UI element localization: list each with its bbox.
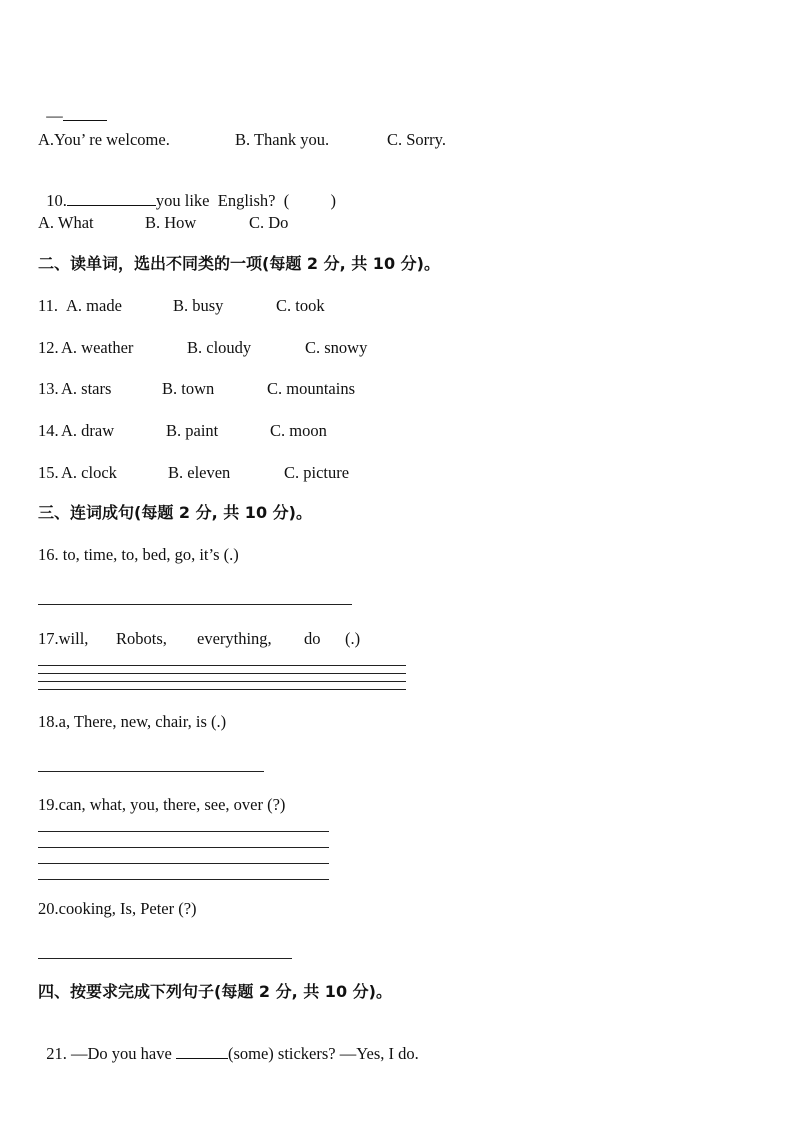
- q14-number: 14.: [38, 421, 59, 440]
- q14-option-b[interactable]: B. paint: [166, 421, 219, 440]
- q10-question: [38, 171, 336, 211]
- q17-word-4: do: [304, 629, 321, 648]
- q17-word-2: Robots,: [116, 629, 167, 648]
- q13-option-a[interactable]: A. stars: [61, 379, 112, 398]
- section3-heading: 三、连词成句(每题 2 分, 共 10 分)。: [38, 503, 312, 522]
- section2-heading: 二、读单词，选出不同类的一项(每题 2 分, 共 10 分)。: [38, 254, 440, 273]
- q17-word-1: 17.will,: [38, 629, 89, 648]
- q19-prompt: 19.can, what, you, there, see, over (?): [38, 795, 286, 814]
- q17-word-3: everything,: [197, 629, 272, 648]
- q17-word-5: (.): [345, 629, 361, 648]
- q12-option-a[interactable]: A. weather: [61, 338, 134, 357]
- q17-answer-line[interactable]: [38, 665, 406, 666]
- q13-number: 13.: [38, 379, 59, 398]
- q15-option-a[interactable]: A. clock: [61, 463, 117, 482]
- q11-option-a[interactable]: A. made: [66, 296, 122, 315]
- q10-number: 10.: [46, 191, 67, 210]
- q12-option-c[interactable]: C. snowy: [305, 338, 368, 357]
- q12-option-b[interactable]: B. cloudy: [187, 338, 252, 357]
- q15-number: 15.: [38, 463, 59, 482]
- q15-option-b[interactable]: B. eleven: [168, 463, 231, 482]
- q9-option-b[interactable]: B. Thank you.: [235, 130, 330, 149]
- q11-option-b[interactable]: B. busy: [173, 296, 224, 315]
- q10-answer-blank[interactable]: [67, 191, 156, 206]
- q15-option-c[interactable]: C. picture: [284, 463, 350, 482]
- q19-answer-line[interactable]: [38, 847, 329, 848]
- q18-answer-line[interactable]: [38, 771, 264, 772]
- q10-option-c[interactable]: C. Do: [249, 213, 289, 232]
- q16-prompt: 16. to, time, to, bed, go, it’s (.): [38, 545, 239, 564]
- q17-answer-line[interactable]: [38, 681, 406, 682]
- q9-answer-blank[interactable]: [63, 106, 107, 121]
- q20-prompt: 20.cooking, Is, Peter (?): [38, 899, 197, 918]
- q14-option-c[interactable]: C. moon: [270, 421, 327, 440]
- q19-answer-line[interactable]: [38, 879, 329, 880]
- q10-option-a[interactable]: A. What: [38, 213, 94, 232]
- q11-option-c[interactable]: C. took: [276, 296, 325, 315]
- section4-heading: 四、按要求完成下列句子(每题 2 分, 共 10 分)。: [38, 982, 392, 1001]
- q18-prompt: 18.a, There, new, chair, is (.): [38, 712, 227, 731]
- q16-answer-line[interactable]: [38, 604, 352, 605]
- q17-answer-line[interactable]: [38, 689, 406, 690]
- q9-dash: —: [38, 86, 107, 126]
- q9-option-c[interactable]: C. Sorry.: [387, 130, 446, 149]
- q13-option-b[interactable]: B. town: [162, 379, 215, 398]
- q9-option-a[interactable]: A.You’ re welcome.: [38, 130, 170, 149]
- q21-answer-blank[interactable]: [176, 1044, 228, 1059]
- q14-option-a[interactable]: A. draw: [61, 421, 115, 440]
- q11-number: 11.: [38, 296, 59, 315]
- q21-prefix: 21. —Do you have: [46, 1044, 176, 1063]
- q17-answer-line[interactable]: [38, 673, 406, 674]
- q13-option-c[interactable]: C. mountains: [267, 379, 356, 398]
- q12-number: 12.: [38, 338, 59, 357]
- q10-option-b[interactable]: B. How: [145, 213, 197, 232]
- q20-answer-line[interactable]: [38, 958, 292, 959]
- q21-suffix: (some) stickers? —Yes, I do.: [227, 1044, 419, 1063]
- q21-question: [38, 1024, 419, 1064]
- q10-text: you like English? ( ): [155, 191, 336, 210]
- q19-answer-line[interactable]: [38, 831, 329, 832]
- q19-answer-line[interactable]: [38, 863, 329, 864]
